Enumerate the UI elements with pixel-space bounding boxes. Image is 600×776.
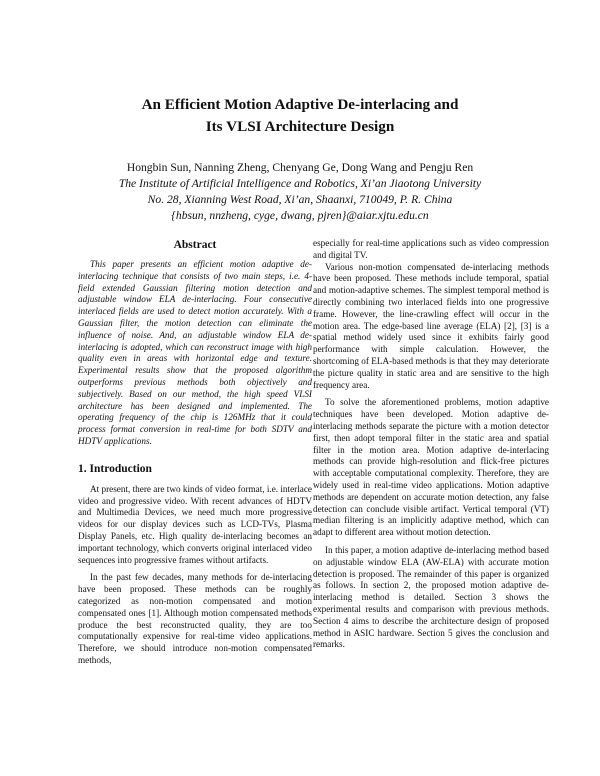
intro-heading: 1. Introduction (78, 462, 152, 475)
author-list: Hongbin Sun, Nanning Zheng, Chenyang Ge, Dong Wang and Pengju Ren (126, 161, 474, 174)
right-paragraph-0: especially for real-time applications such as video compression and digital TV. (313, 238, 549, 260)
affiliation-institute: The Institute of Artificial Intelligence and Robotics, Xi’an Jiaotong University (118, 177, 482, 190)
left-column (78, 238, 312, 667)
abstract-heading: Abstract (173, 239, 217, 251)
paper-title (0, 94, 600, 138)
affiliation-emails: {hbsun, nnzheng, cyge, dwang, pjren}@aiar.xjtu.edu.cn (171, 209, 429, 222)
right-paragraph-1: Various non-motion compensated de-interlacing methods have been proposed. These methods include temporal, spatial and motion-adaptive schemes. The simplest temporal method is directly combining two interlaced fields into one progressive frame. However, the line-crawling effect will occur in the motion area. The edge-based line average (ELA) [2], [3] is a spatial method widely used since it exhibits fairly good performance with simple calculation. However, the shortcoming of ELA-based methods is that they may deteriorate the picture quality in static area and are sensitive to the high frequency area. (313, 261, 549, 390)
intro-paragraph-1: At present, there are two kinds of video format, i.e. interlace video and progressive video. With recent advances of HDTV and Multimedia Devices, we need much more progressive videos for our display devices such as LCD-TVs, Plasma Display Panels, etc. High quality de-interlacing becomes an important technology, which converts original interlaced video sequences into progressive frames without artifacts. (78, 483, 312, 565)
right-column (313, 238, 549, 651)
right-paragraph-3: In this paper, a motion adaptive de-interlacing method based on adjustable window ELA (AW-ELA) with accurate motion detection is proposed. The remainder of this paper is organized as follows. In section 2, the proposed motion adaptive de-interlacing method is detailed. Section 3 shows the experimental results and comparison with previous methods. Section 4 aims to describe the architecture design of proposed method in ASIC hardware. Section 5 gives the conclusion and remarks. (313, 544, 549, 650)
affiliation (0, 176, 600, 224)
title-line-2: Its VLSI Architecture Design (205, 118, 395, 135)
intro-paragraph-2: In the past few decades, many methods for de-interlacing have been proposed. These methods can be roughly categorized as non-motion compensated and motion compensated ones [1]. Although motion compensated methods produce the best reconstructed quality, they are too computationally expensive for real-time video applications. Therefore, we should introduce non-motion compensated methods, (78, 572, 312, 665)
right-paragraph-2: To solve the aforementioned problems, motion adaptive techniques have been developed. Motion adaptive de-interlacing methods separate the picture with a motion detector first, then adopt temporal filter in the static area and spatial filter in the motion area. Motion adaptive de-interlacing methods can provide high-resolution and flick-free pictures with acceptable computational complexity. Therefore, they are widely used in real-time video applications. Motion adaptive methods are dependent on accurate motion detection, any false detection can conclude visible artifact. Vertical temporal (VT) median filtering is an implicitly adaptive method, which can adapt to different area without motion detection. (313, 397, 549, 538)
abstract-body: This paper presents an efficient motion adaptive de-interlacing technique that consists of two main steps, i.e. 4-field extended Gaussian filtering motion detection and adjustable window ELA de-interlacing. Four consecutive interlaced fields are used to detect motion accurately. With a Gaussian filter, the motion detection can eliminate the influence of noise. And, an adjustable window ELA de-interlacing is adopted, which can reconstruct image with high quality even in areas with horizontal edge and texture. Experimental results show that the proposed algorithm outperforms previous methods both objectively and subjectively. Based on our method, the high speed VLSI architecture has been designed and implemented. The operating frequency of the chip is 126MHz that it could process format conversion in real-time for both SDTV and HDTV applications. (78, 259, 312, 446)
title-line-1: An Efficient Motion Adaptive De-interlacing and (141, 96, 459, 113)
affiliation-address: No. 28, Xianning West Road, Xi’an, Shaanxi, 710049, P. R. China (147, 193, 453, 206)
